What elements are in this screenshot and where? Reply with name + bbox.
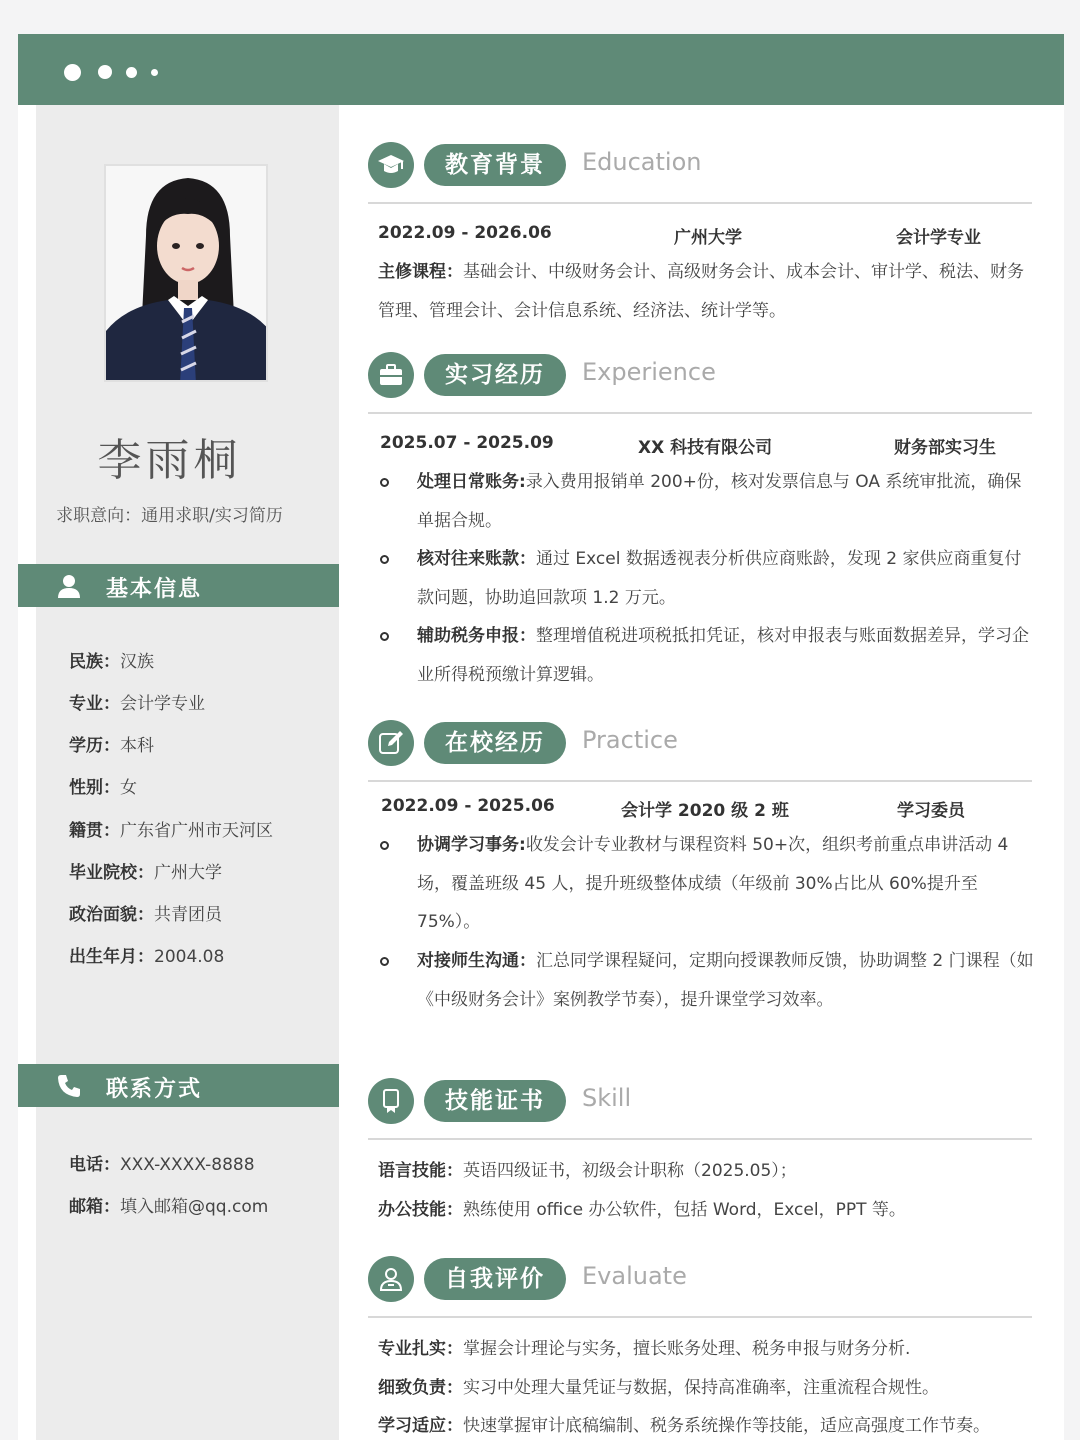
evaluate-header bbox=[368, 1256, 1032, 1316]
phone-icon bbox=[56, 1073, 82, 1099]
education-courses-text: 基础会计、中级财务会计、高级财务会计、成本会计、审计学、税法、财务管理、管理会计、会计信息系统、经济法、统计学等。 bbox=[378, 262, 1024, 321]
education-school: 广州大学 bbox=[674, 228, 742, 248]
experience-role: 财务部实习生 bbox=[894, 438, 996, 458]
bullet-dot bbox=[380, 841, 389, 850]
basic-info-header bbox=[18, 564, 339, 607]
education-title: 教育背景 bbox=[424, 144, 566, 186]
skill-header bbox=[368, 1078, 1032, 1138]
evaluate-adaptable: 学习适应：快速掌握审计底稿编制、税务系统操作等技能，适应高强度工作节奏。 bbox=[378, 1416, 990, 1436]
banner-dot-1 bbox=[64, 64, 81, 81]
contact-phone: 电话：XXX-XXXX-8888 bbox=[69, 1155, 255, 1175]
practice-header bbox=[368, 720, 1032, 780]
edit-icon bbox=[377, 729, 405, 757]
experience-icon-badge bbox=[368, 352, 414, 398]
contact-header bbox=[18, 1064, 339, 1107]
banner-dot-4 bbox=[151, 69, 158, 76]
resume-page bbox=[18, 34, 1064, 1440]
contact-title: 联系方式 bbox=[106, 1077, 203, 1102]
info-row-birth: 出生年月：2004.08 bbox=[69, 947, 225, 967]
candidate-name: 李雨桐 bbox=[97, 435, 242, 486]
briefcase-icon bbox=[377, 361, 405, 389]
experience-title-en: Experience bbox=[582, 358, 716, 386]
practice-period: 2022.09 - 2025.06 bbox=[381, 796, 555, 816]
info-row-political: 政治面貌：共青团员 bbox=[69, 905, 222, 925]
education-summary-row bbox=[378, 223, 1038, 247]
practice-title: 在校经历 bbox=[424, 722, 566, 764]
bullet-dot bbox=[380, 555, 389, 564]
experience-title: 实习经历 bbox=[424, 354, 566, 396]
evaluate-icon-badge bbox=[368, 1256, 414, 1302]
practice-role: 学习委员 bbox=[897, 801, 965, 821]
experience-item: 辅助税务申报：整理增值税进项税抵扣凭证，核对申报表与账面数据差异，学习企业所得税预缴计算逻辑。 bbox=[380, 617, 1040, 695]
skill-title: 技能证书 bbox=[424, 1080, 566, 1122]
evaluate-professional: 专业扎实：掌握会计理论与实务，擅长账务处理、税务申报与财务分析. bbox=[378, 1339, 911, 1359]
education-divider bbox=[368, 202, 1032, 204]
bullet-dot bbox=[380, 632, 389, 641]
profile-photo bbox=[104, 164, 268, 382]
education-header bbox=[368, 142, 1032, 202]
skill-icon-badge bbox=[368, 1078, 414, 1124]
top-banner bbox=[18, 34, 1064, 105]
experience-item: 核对往来账款：通过 Excel 数据透视表分析供应商账龄，发现 2 家供应商重复付款问题，协助追回款项 1.2 万元。 bbox=[380, 540, 1040, 618]
evaluate-responsible: 细致负责：实习中处理大量凭证与数据，保持高准确率，注重流程合规性。 bbox=[378, 1378, 939, 1398]
basic-info-title: 基本信息 bbox=[106, 577, 203, 602]
evaluate-title: 自我评价 bbox=[424, 1258, 566, 1300]
practice-item: 协调学习事务:收发会计专业教材与课程资料 50+次，组织考前重点串讲活动 4 场，覆盖班级 45 人，提升班级整体成绩（年级前 30%占比从 60%提升至 75%）。 bbox=[380, 826, 1040, 942]
practice-org: 会计学 2020 级 2 班 bbox=[621, 801, 789, 821]
certificate-icon bbox=[377, 1087, 405, 1115]
graduation-cap-icon bbox=[377, 151, 405, 179]
skill-divider bbox=[368, 1138, 1032, 1140]
practice-item: 对接师生沟通：汇总同学课程疑问，定期向授课教师反馈，协助调整 2 门课程（如《中级财务会计》案例教学节奏），提升课堂学习效率。 bbox=[380, 942, 1040, 1020]
experience-period: 2025.07 - 2025.09 bbox=[380, 433, 554, 453]
practice-icon-badge bbox=[368, 720, 414, 766]
skill-office: 办公技能：熟练使用 office 办公软件，包括 Word，Excel，PPT 等。 bbox=[378, 1200, 906, 1220]
contact-email: 邮箱：填入邮箱@qq.com bbox=[69, 1197, 269, 1217]
practice-summary-row bbox=[378, 796, 1038, 820]
experience-company: XX 科技有限公司 bbox=[638, 438, 773, 458]
banner-dot-3 bbox=[126, 67, 137, 78]
experience-summary-row bbox=[378, 433, 1038, 457]
bullet-dot bbox=[380, 957, 389, 966]
portrait-illustration bbox=[106, 166, 268, 382]
bullet-dot bbox=[380, 478, 389, 487]
experience-header bbox=[368, 352, 1032, 412]
person-icon bbox=[56, 573, 82, 599]
education-title-en: Education bbox=[582, 148, 702, 176]
job-intent: 求职意向：通用求职/实习简历 bbox=[56, 506, 283, 526]
practice-divider bbox=[368, 780, 1032, 782]
info-row-degree: 学历：本科 bbox=[69, 736, 154, 756]
evaluate-title-en: Evaluate bbox=[582, 1262, 687, 1290]
education-courses-label: 主修课程： bbox=[378, 262, 463, 282]
education-major: 会计学专业 bbox=[896, 228, 981, 248]
banner-dot-2 bbox=[98, 65, 112, 79]
skill-language: 语言技能：英语四级证书，初级会计职称（2025.05）； bbox=[378, 1161, 797, 1181]
info-row-major: 专业：会计学专业 bbox=[69, 694, 205, 714]
education-period: 2022.09 - 2026.06 bbox=[378, 223, 552, 243]
experience-item: 处理日常账务:录入费用报销单 200+份，核对发票信息与 OA 系统审批流，确保单据合规。 bbox=[380, 463, 1040, 541]
skill-title-en: Skill bbox=[582, 1084, 632, 1112]
info-row-school: 毕业院校：广州大学 bbox=[69, 863, 222, 883]
info-row-ethnicity: 民族：汉族 bbox=[69, 652, 154, 672]
user-badge-icon bbox=[377, 1265, 405, 1293]
experience-divider bbox=[368, 412, 1032, 414]
info-row-hometown: 籍贯：广东省广州市天河区 bbox=[69, 821, 273, 841]
education-icon-badge bbox=[368, 142, 414, 188]
education-courses bbox=[378, 253, 1040, 331]
info-row-gender: 性别：女 bbox=[69, 778, 137, 798]
practice-title-en: Practice bbox=[582, 726, 678, 754]
evaluate-divider bbox=[368, 1316, 1032, 1318]
